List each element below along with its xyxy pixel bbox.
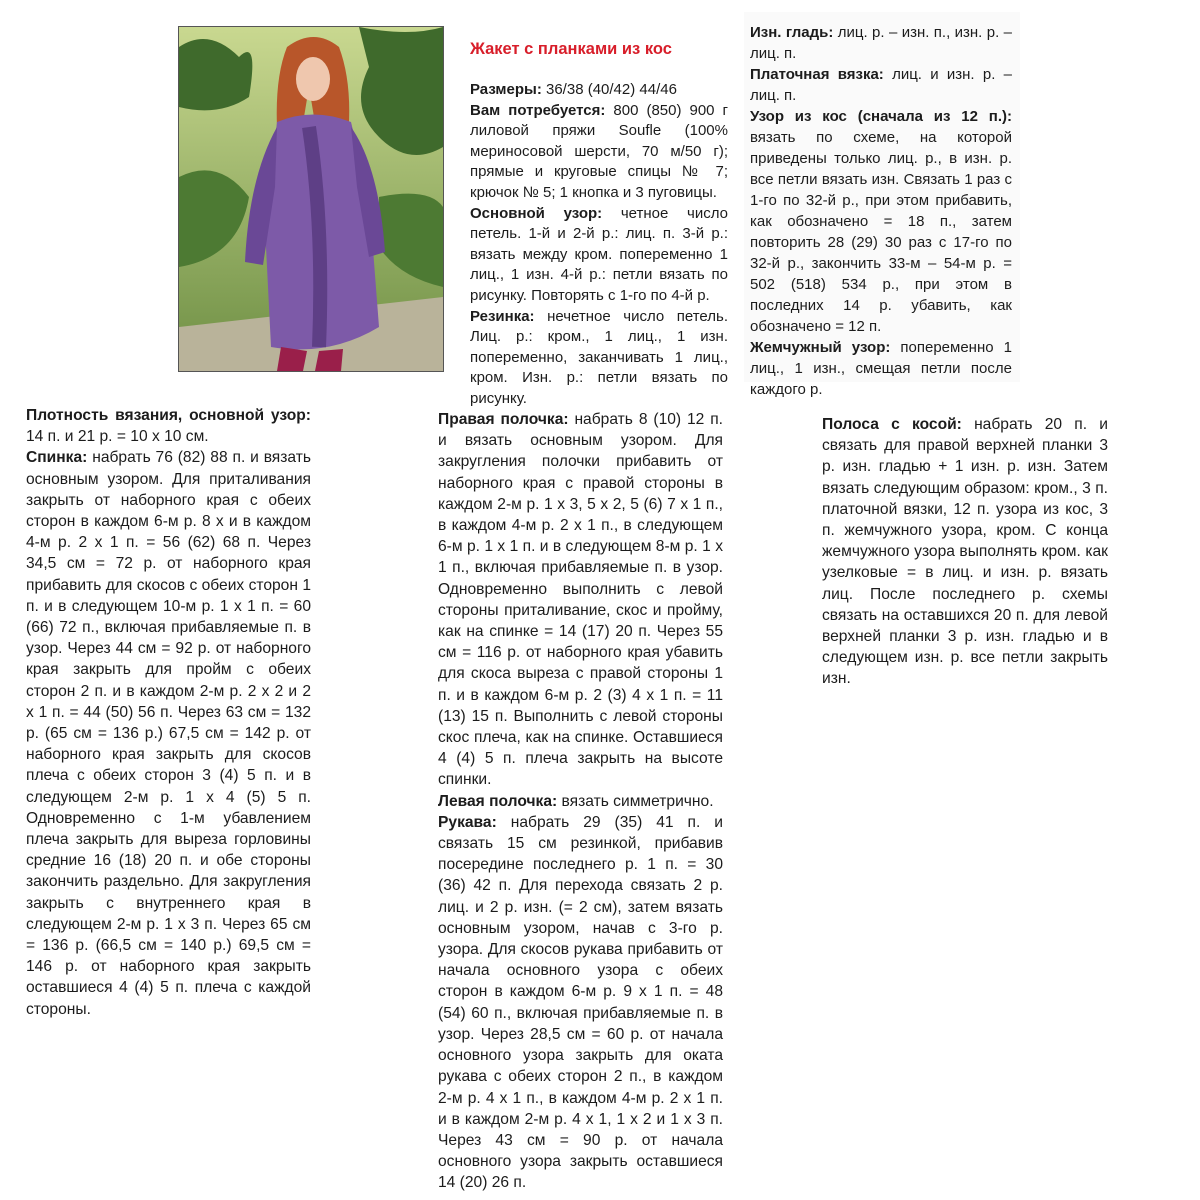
main-pattern-text: четное число петель. 1-й и 2-й р.: лиц. п. 3-й р.: вязать между кром. попеременно 1 лиц., 1 изн. 4-й р.: петли вязать по рисунку. Повторять с 1-го по 4-й р.: [470, 204, 728, 304]
sleeves-paragraph: [438, 812, 723, 1194]
strip-label: Полоса с косой:: [822, 416, 962, 433]
cable-text: вязать по схеме, на которой приведены только лиц. р., в изн. р. все петли вязать изн. Связать 1 раз с 1-го по 32-й р., при этом прибавить, как обозначено = 18 п., затем повторить 28 (29) 30 раз с 17-го по 32-й р., закончить 33-м – 54-м р. = 502 (518) 534 р., при этом в последних 14 р. убавить, как обозначено = 12 п.: [750, 129, 1012, 335]
cable-paragraph: [750, 106, 1012, 337]
gauge-label: Плотность вязания, основной узор:: [26, 407, 311, 424]
strip-paragraph: [822, 414, 1108, 690]
sizes-text: 36/38 (40/42) 44/46: [541, 81, 677, 98]
sleeves-text: набрать 29 (35) 41 п. и связать 15 см резинкой, прибавив посередине последнего р. 1 п. = 30 (36) 42 п. Для перехода связать 2 р. лиц. и 2 р. изн. (= 2 см), затем вязать основным узором, начав с 3-го р. узора. Для скосов рукава прибавить от начала основного узора с обеих сторон в каждом 6-м р. 9 х 1 п. = 48 (54) 60 п., включая прибавляемые п. в узор. Через 28,5 см = 60 р. от начала основного узора закрыть для оката рукава с обеих сторон 2 п., в каждом 2-м р. 4 х 1 п., в каждом 4-м р. 2 х 1 п. и в каждом 2-м р. 4 х 1, 1 х 2 и 1 х 3 п. Через 43 см = 90 р. от начала основного узора закрыть оставшиеся 14 (20) 26 п.: [438, 813, 723, 1192]
sleeves-label: Рукава:: [438, 813, 497, 831]
photo-face: [296, 57, 330, 101]
sizes-paragraph: [470, 80, 728, 101]
main-pattern-paragraph: [470, 204, 728, 307]
right-front-text: набрать 8 (10) 12 п. и вязать основным узором. Для закругления полочки прибавить от наборного края с правой стороны в каждом 2-м р. 1 х 3, 5 х 2, 5 (6) 7 х 1 п., в каждом 4-м р. 2 х 1 п., в следующем 6-м р. 1 х 1 п. и в следующем 8-м р. 1 х 1 п., включая прибавляемые п. в узор. Одновременно выполнить с левой стороны приталивание, скос и пройму, как на спинке = 14 (17) 20 п. Через 55 см = 116 р. от наборного края убавить для скоса выреза с правой стороны 1 п. и в каждом 6-м р. 2 (3) 4 х 1 п. = 11 (13) 15 п. Выполнить с левой стороны скос плеча, как на спинке. Оставшиеся 4 (4) 5 п. плеча закрыть на высоте спинки.: [438, 411, 723, 789]
left-front-paragraph: [438, 791, 723, 812]
rev-text: лиц. р. – изн. п., изн. р. – лиц. п.: [750, 24, 1012, 62]
back-label: Спинка:: [26, 449, 88, 467]
materials-section: [470, 80, 728, 410]
left-front-label: Левая полочка:: [438, 792, 558, 810]
seed-paragraph: [750, 337, 1012, 400]
cable-label: Узор из кос (сначала из 12 п.):: [750, 108, 1012, 125]
column-2: [438, 409, 723, 1194]
main-pattern-label: Основной узор:: [470, 204, 603, 222]
back-text: набрать 76 (82) 88 п. и вязать основным узором. Для приталивания закрыть от наборного края с обеих сторон в каждом 6-м р. 8 х и в каждом 4-м р. 2 х 1 п. = 56 (62) 68 п. Через 34,5 см = 72 р. от наборного края прибавить для скосов с обеих сторон 1 п. и в следующем 10-м р. 1 х 1 п. = 60 (66) 72 п., включая прибавляемые п. в узор. Через 44 см = 92 р. от наборного края закрыть для пройм с обеих сторон 2 п. и в каждом 2-м р. 2 х 2 и 2 х 1 п. = 44 (50) 56 п. Через 63 см = 132 р. (65 см = 136 р.) 67,5 см = 142 р. от наборного края закрыть для скосов плеча с обеих сторон 3 (4) 5 п. и в следующем 2-м р. 1 х 4 (5) 5 п. Одновременно с 1-м убавлением плеча закрыть для выреза горловины средние 16 (18) 20 п. и обе стороны закончить раздельно. Для закругления закрыть с внутреннего края в следующем 2-м р. 1 х 3 п. Через 65 см = 136 р. (66,5 см = 140 р.) 69,5 см = 146 р. от наборного края закрыть оставшиеся 4 (4) 5 п. плеча с каждой стороны.: [26, 449, 311, 1018]
garter-paragraph: [750, 64, 1012, 106]
model-photo-illustration: [179, 27, 443, 371]
rib-text: нечетное число петель. Лиц. р.: кром., 1 лиц., 1 изн. попеременно, заканчивать 1 лиц., кром. Изн. р.: петли вязать по рисунку.: [470, 307, 728, 407]
article-title: Жакет с планками из кос: [470, 40, 672, 58]
gauge-paragraph: [26, 405, 311, 447]
right-front-paragraph: [438, 409, 723, 791]
rev-paragraph: [750, 22, 1012, 64]
rev-label: Изн. гладь:: [750, 24, 834, 41]
garter-text: лиц. и изн. р. – лиц. п.: [750, 66, 1012, 104]
seed-text: попеременно 1 лиц., 1 изн., смещая петли после каждого р.: [750, 339, 1012, 398]
need-label: Вам потребуется:: [470, 101, 606, 119]
seed-label: Жемчужный узор:: [750, 339, 891, 356]
rib-paragraph: [470, 307, 728, 410]
column-1: [26, 405, 311, 1020]
need-text: 800 (850) 900 г лиловой пряжи Soufle (100% мериносовой шерсти, 70 м/50 г); прямые и круговые спицы № 7; крючок № 5; 1 кнопка и 3 пуговицы.: [470, 101, 728, 201]
column-3: [822, 414, 1108, 690]
need-paragraph: [470, 101, 728, 204]
back-paragraph: [26, 447, 311, 1019]
strip-text: набрать 20 п. и связать для правой верхней планки 3 р. изн. гладью + 1 изн. р. изн. Затем вязать следующим образом: кром., 3 п. платочной вязки, 12 п. узора из кос, 3 п. жемчужного узора, кром. С конца жемчужного узора выполнять кром. как узелковые = в лиц. и изн. р. вязать лиц. После последнего р. схемы связать на оставшихся 20 п. для левой верхней планки 3 р. изн. гладью и в следующем изн. р. все петли закрыть изн.: [822, 416, 1108, 688]
model-photo: [178, 26, 444, 372]
patterns-section: [750, 22, 1012, 400]
gauge-text: 14 п. и 21 р. = 10 х 10 см.: [26, 428, 209, 446]
sizes-label: Размеры:: [470, 81, 542, 98]
right-front-label: Правая полочка:: [438, 411, 569, 428]
left-front-text: вязать симметрично.: [557, 792, 714, 810]
garter-label: Платочная вязка:: [750, 66, 884, 83]
rib-label: Резинка:: [470, 307, 535, 325]
